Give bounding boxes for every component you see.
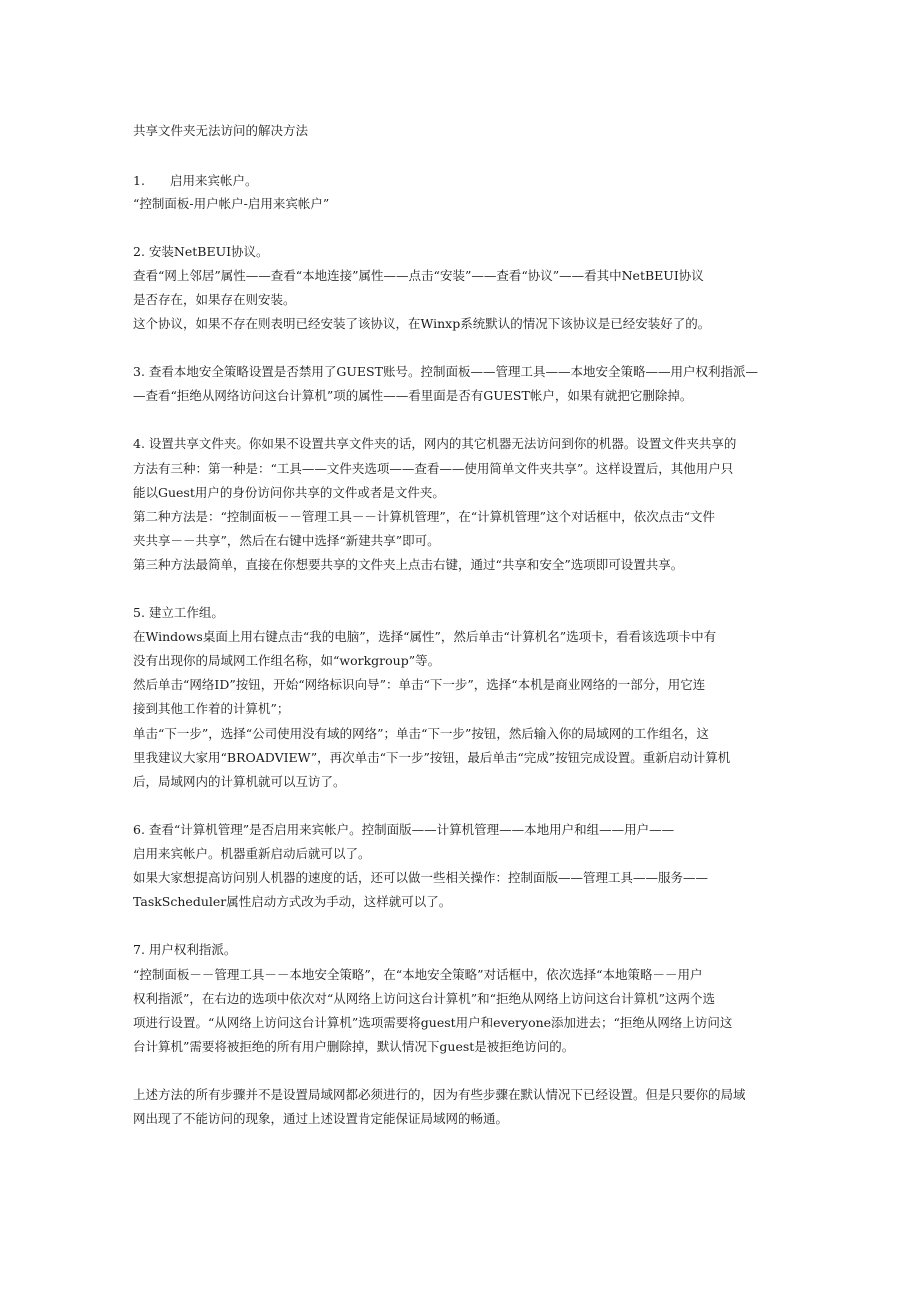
section-7-line: 权利指派”，在右边的选项中依次对“从网络上访问这台计算机”和“拒绝从网络上访问这台计算机”这两个选	[133, 991, 715, 1006]
section-4-line: 方法有三种：第一种是：“工具——文件夹选项——查看——使用简单文件夹共享”。这样设置后，其他用户只	[133, 461, 734, 476]
closing-line: 网出现了不能访问的现象，通过上述设置肯定能保证局域网的畅通。	[133, 1111, 509, 1126]
section-4-line: 能以Guest用户的身份访问你共享的文件或者是文件夹。	[133, 485, 445, 500]
section-5-line: 里我建议大家用“BROADVIEW”，再次单击“下一步”按钮，最后单击“完成”按钮完成设置。重新启动计算机	[133, 750, 731, 765]
section-1-heading-text: 启用来宾帐户。	[170, 173, 258, 188]
section-1-number: 1.	[133, 173, 145, 188]
section-5-line: 没有出现你的局域网工作组名称，如“workgroup”等。	[133, 653, 441, 668]
section-1-heading	[133, 172, 803, 190]
section-5-line: 单击“下一步”，选择“公司使用没有域的网络”；单击“下一步”按钮，然后输入你的局域网的工作组名，这	[133, 726, 709, 741]
section-2-line: 查看“网上邻居”属性——查看“本地连接”属性——点击“安装”——查看“协议”——看其中NetBEUI协议	[133, 268, 704, 283]
document-title: 共享文件夹无法访问的解决方法	[133, 123, 309, 138]
section-4-line: 第二种方法是：“控制面板－－管理工具－－计算机管理”，在“计算机管理”这个对话框中，依次点击“文件	[133, 509, 715, 524]
section-4-line: 第三种方法最简单，直接在你想要共享的文件夹上点击右键，通过“共享和安全”选项即可设置共享。	[133, 557, 684, 572]
section-6-heading: 6. 查看“计算机管理”是否启用来宾帐户。控制面版——计算机管理——本地用户和组——用户——	[133, 822, 675, 837]
section-5-heading: 5. 建立工作组。	[133, 605, 224, 620]
section-7-heading: 7. 用户权利指派。	[133, 942, 237, 957]
section-4-heading: 4. 设置共享文件夹。你如果不设置共享文件夹的话，网内的其它机器无法访问到你的机器。设置文件夹共享的	[133, 436, 737, 451]
section-2-heading: 2. 安装NetBEUI协议。	[133, 244, 269, 259]
section-6-line: TaskScheduler属性启动方式改为手动，这样就可以了。	[133, 894, 452, 909]
section-5-line: 然后单击“网络ID”按钮，开始“网络标识向导”：单击“下一步”，选择“本机是商业网络的一部分，用它连	[133, 677, 706, 692]
section-5-line: 接到其他工作着的计算机”；	[133, 701, 290, 716]
closing-line: 上述方法的所有步骤并不是设置局域网都必须进行的，因为有些步骤在默认情况下已经设置。但是只要你的局域	[133, 1087, 746, 1102]
section-1-line: “控制面板-用户帐户-启用来宾帐户”	[133, 196, 330, 211]
section-6-line: 启用来宾帐户。机器重新启动后就可以了。	[133, 846, 371, 861]
section-5-line: 后，局域网内的计算机就可以互访了。	[133, 774, 346, 789]
section-4-line: 夹共享－－共享”，然后在右键中选择“新建共享”即可。	[133, 533, 440, 548]
section-3-heading: 3. 查看本地安全策略设置是否禁用了GUEST账号。控制面板——管理工具——本地安全策略——用户权利指派—	[133, 364, 758, 379]
section-5-line: 在Windows桌面上用右键点击“我的电脑”，选择“属性”，然后单击“计算机名”选项卡，看看该选项卡中有	[133, 629, 717, 644]
section-6-line: 如果大家想提高访问别人机器的速度的话，还可以做一些相关操作：控制面版——管理工具——服务——	[133, 870, 709, 885]
section-2-line: 是否存在，如果存在则安装。	[133, 292, 296, 307]
section-2-line: 这个协议，如果不存在则表明已经安装了该协议，在Winxp系统默认的情况下该协议是已经安装好了的。	[133, 316, 711, 331]
section-7-line: 项进行设置。“从网络上访问这台计算机”选项需要将guest用户和everyone添加进去；“拒绝从网络上访问这	[133, 1015, 733, 1030]
section-7-line: 台计算机”需要将被拒绝的所有用户删除掉，默认情况下guest是被拒绝访问的。	[133, 1039, 575, 1054]
section-3-line: —查看“拒绝从网络访问这台计算机”项的属性——看里面是否有GUEST帐户，如果有就把它删除掉。	[133, 388, 693, 403]
section-7-line: “控制面板－－管理工具－－本地安全策略”，在“本地安全策略”对话框中，依次选择“本地策略－－用户	[133, 967, 703, 982]
